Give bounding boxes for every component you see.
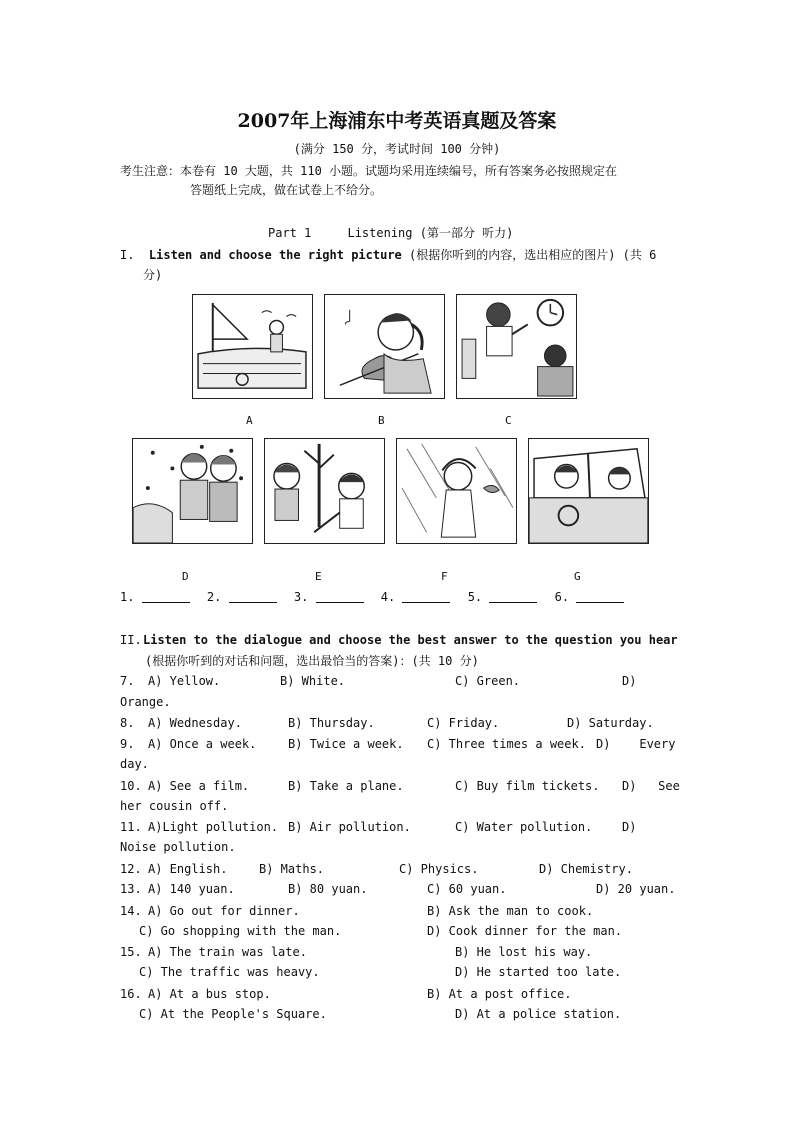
answer-blanks (120, 590, 634, 604)
option-c: C) Green. (455, 674, 521, 688)
blank-label-2: 2. (206, 590, 222, 604)
option-d-wrap: day. (120, 757, 149, 771)
picture-label-b: B (378, 414, 385, 427)
option-d: D) (622, 820, 637, 834)
picture-label-a: A (246, 414, 253, 427)
option-d: D) (622, 674, 637, 688)
section-2-instruction-cn: (根据你听到的对话和问题，选出最恰当的答案)：(共 10 分) (145, 654, 479, 668)
option-d-wrap: Orange. (120, 695, 171, 709)
blank-label-4: 4. (380, 590, 396, 604)
picture-e-tree (264, 438, 385, 544)
question-number: 10. (120, 779, 142, 793)
option-b: B) At a post office. (427, 987, 572, 1001)
option-d-wrap: Noise pollution. (120, 840, 236, 854)
picture-b-violin (324, 294, 445, 399)
option-a: A) 140 yuan. (148, 882, 235, 896)
question-number: 14. (120, 904, 142, 918)
option-d: D) At a police station. (455, 1007, 622, 1021)
option-d: D) He started too late. (455, 965, 622, 979)
blank-label-3: 3. (293, 590, 309, 604)
option-b: B) He lost his way. (455, 945, 593, 959)
option-c: C) The traffic was heavy. (139, 965, 320, 979)
picture-label-f: F (441, 570, 448, 583)
answer-blank-4[interactable] (402, 590, 450, 603)
option-b: B) 80 yuan. (288, 882, 368, 896)
option-d-wrap: her cousin off. (120, 799, 229, 813)
question-number: 11. (120, 820, 142, 834)
option-c: C) At the People's Square. (139, 1007, 327, 1021)
question-number: 7. (120, 674, 135, 688)
picture-label-d: D (182, 570, 189, 583)
blank-label-1: 1. (120, 590, 135, 604)
question-number: 8. (120, 716, 135, 730)
option-b: B) Twice a week. (288, 737, 404, 751)
option-c: C) Buy film tickets. (455, 779, 600, 793)
picture-label-e: E (315, 570, 322, 583)
section-1-instruction-en: Listen and choose the right picture (148, 248, 402, 262)
option-d: D) Every (596, 737, 676, 751)
option-a: A) Yellow. (148, 674, 221, 688)
picture-label-g: G (574, 570, 581, 583)
option-b: B) Ask the man to cook. (427, 904, 594, 918)
option-b: B) Air pollution. (288, 820, 411, 834)
option-d: D) Saturday. (567, 716, 654, 730)
blank-label-6: 6. (554, 590, 570, 604)
option-b: B) White. (280, 674, 346, 688)
section-1-instruction (120, 246, 656, 263)
notice-line-2: 答题纸上完成，做在试卷上不给分。 (190, 183, 383, 197)
option-b: B) Take a plane. (288, 779, 404, 793)
option-d: D) Cook dinner for the man. (427, 924, 623, 938)
exam-info: (满分 150 分，考试时间 100 分钟) (293, 142, 501, 156)
question-number: 15. (120, 945, 142, 959)
question-number: 9. (120, 737, 135, 751)
option-a: A) Go out for dinner. (148, 904, 300, 918)
answer-blank-6[interactable] (576, 590, 624, 603)
picture-c-clock (456, 294, 577, 399)
picture-f-wind (396, 438, 517, 544)
picture-label-c: C (505, 414, 512, 427)
picture-g-car (528, 438, 649, 544)
option-a: A)Light pollution. (148, 820, 279, 834)
option-a: A) Once a week. (148, 737, 257, 751)
question-number: 12. (120, 862, 142, 876)
option-b: B) Maths. (259, 862, 325, 876)
section-1-number: I. (120, 248, 135, 262)
section-1-instruction-cn: (根据你听到的内容，选出相应的图片) (共 6 (401, 248, 657, 262)
option-b: B) Thursday. (288, 716, 375, 730)
option-d: D) See (622, 779, 680, 793)
picture-d-snow (132, 438, 253, 544)
page-title: 2007年上海浦东中考英语真题及答案 (237, 110, 557, 132)
question-number: 16. (120, 987, 142, 1001)
section-1-instruction-cont: 分) (143, 268, 163, 282)
notice-line-1: 考生注意：本卷有 10 大题，共 110 小题。试题均采用连续编号，所有答案务必按照规定在 (120, 164, 618, 178)
answer-blank-1[interactable] (142, 590, 190, 603)
option-d: D) Chemistry. (539, 862, 633, 876)
option-a: A) The train was late. (148, 945, 307, 959)
option-a: A) At a bus stop. (148, 987, 271, 1001)
option-c: C) Friday. (427, 716, 500, 730)
blank-label-5: 5. (467, 590, 483, 604)
section-2-number: II. (120, 633, 142, 647)
section-2-instruction-en: Listen to the dialogue and choose the best answer to the question you hear (143, 633, 678, 647)
option-c: C) 60 yuan. (427, 882, 507, 896)
option-c: C) Water pollution. (455, 820, 593, 834)
answer-blank-5[interactable] (489, 590, 537, 603)
answer-blank-3[interactable] (316, 590, 364, 603)
option-a: A) English. (148, 862, 228, 876)
answer-blank-2[interactable] (229, 590, 277, 603)
option-c: C) Physics. (399, 862, 479, 876)
option-a: A) Wednesday. (148, 716, 242, 730)
option-c: C) Go shopping with the man. (139, 924, 342, 938)
option-d: D) 20 yuan. (596, 882, 676, 896)
option-c: C) Three times a week. (427, 737, 586, 751)
part-heading: Part 1 Listening (第一部分 听力) (268, 226, 514, 240)
picture-a-ship (192, 294, 313, 399)
option-a: A) See a film. (148, 779, 250, 793)
question-number: 13. (120, 882, 142, 896)
